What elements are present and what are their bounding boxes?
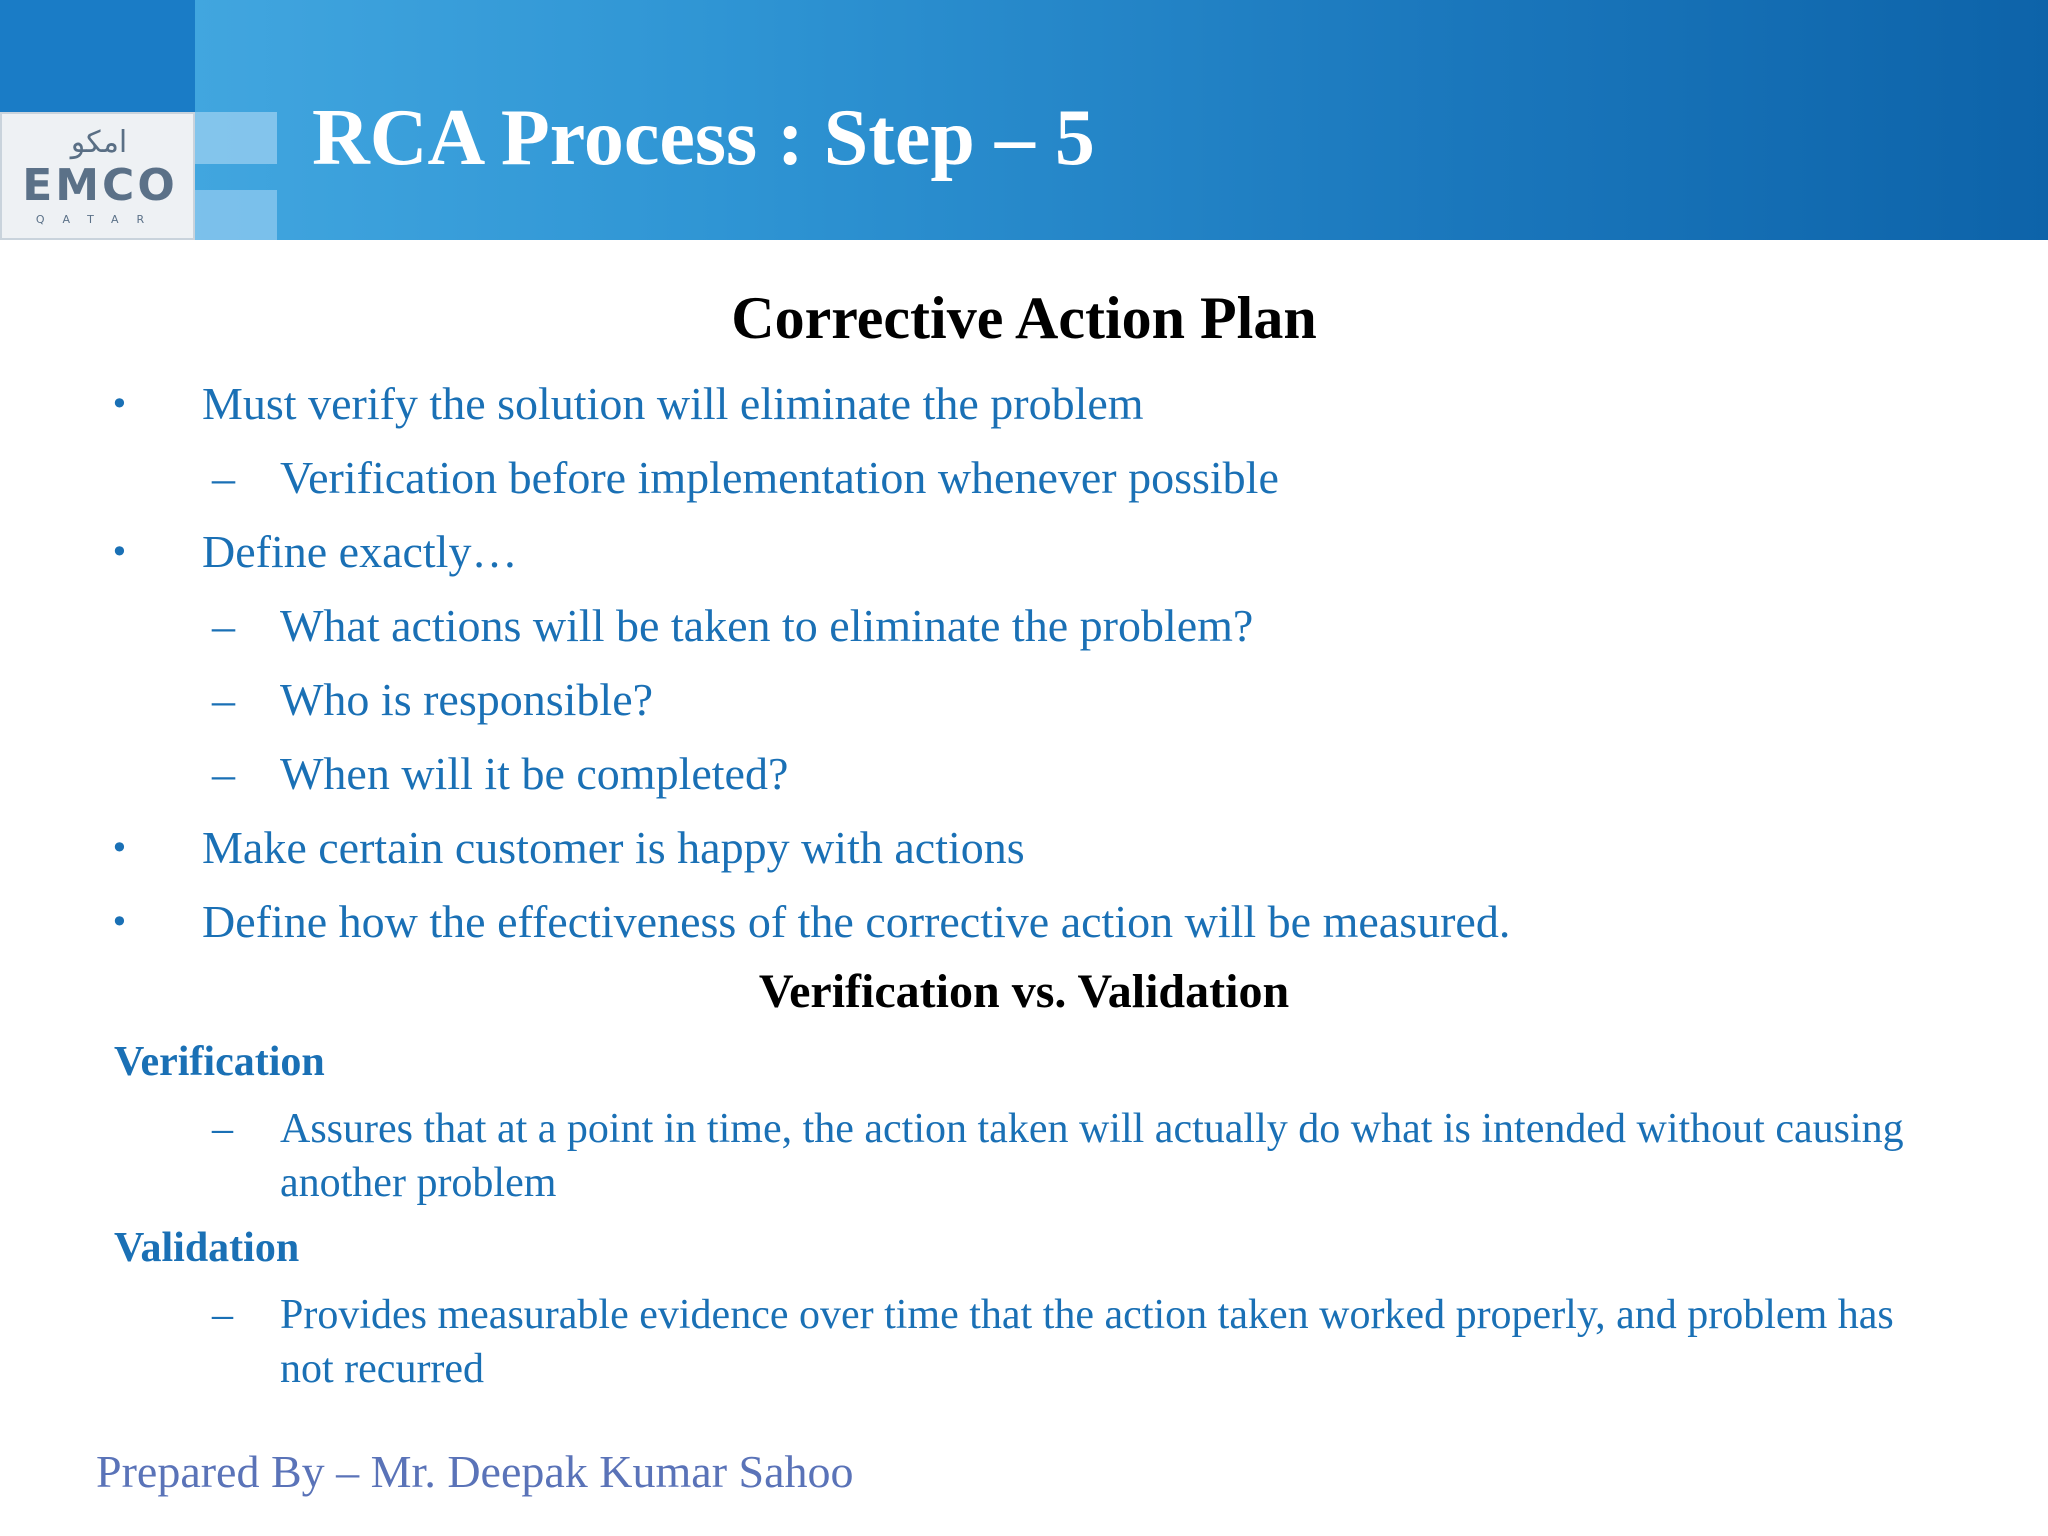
term-heading: Validation xyxy=(114,1225,300,1271)
bullet-marker: • xyxy=(110,903,129,941)
bullet-item: Define how the effectiveness of the corrective action will be measured. xyxy=(202,896,1511,947)
presenter-credit: Prepared By – Mr. Deepak Kumar Sahoo xyxy=(96,1446,854,1497)
emco-logo xyxy=(0,112,195,240)
term-definition: Assures that at a point in time, the action taken will actually do what is intended without causing another problem xyxy=(280,1106,1904,1206)
bullet-marker: • xyxy=(110,533,129,571)
dash-marker: – xyxy=(212,674,235,725)
slide-title: RCA Process : Step – 5 xyxy=(312,94,1095,182)
bullet-marker: • xyxy=(110,829,129,867)
sub-bullet-item: Who is responsible? xyxy=(280,674,654,725)
term-definition: Provides measurable evidence over time that the action taken worked properly, and problem has not recurred xyxy=(280,1292,1894,1392)
sub-bullet-item: What actions will be taken to eliminate the problem? xyxy=(280,600,1254,651)
dash-marker: – xyxy=(212,1106,233,1152)
dash-marker: – xyxy=(212,452,235,503)
slide-subtitle: Corrective Action Plan xyxy=(731,285,1317,351)
bullet-item: Must verify the solution will eliminate the problem xyxy=(202,378,1144,429)
dash-marker: – xyxy=(212,748,235,799)
logo-sub-text: QATAR xyxy=(35,213,163,226)
logo-main-text: EMCO xyxy=(22,160,178,211)
bullet-marker: • xyxy=(110,385,129,423)
header-accent-block xyxy=(195,112,277,164)
bullet-item: Define exactly… xyxy=(202,526,518,577)
sub-bullet-item: Verification before implementation whenever possible xyxy=(280,452,1279,503)
section-title: Verification vs. Validation xyxy=(758,965,1290,1018)
header-accent-block xyxy=(195,190,277,240)
logo-arabic-text: امكو xyxy=(70,125,128,160)
slide-header xyxy=(0,0,2048,240)
term-heading: Verification xyxy=(114,1039,325,1085)
dash-marker: – xyxy=(212,600,235,651)
bullet-item: Make certain customer is happy with actions xyxy=(202,822,1025,873)
sub-bullet-item: When will it be completed? xyxy=(280,748,789,799)
dash-marker: – xyxy=(212,1292,233,1338)
header-accent-block xyxy=(0,0,195,112)
